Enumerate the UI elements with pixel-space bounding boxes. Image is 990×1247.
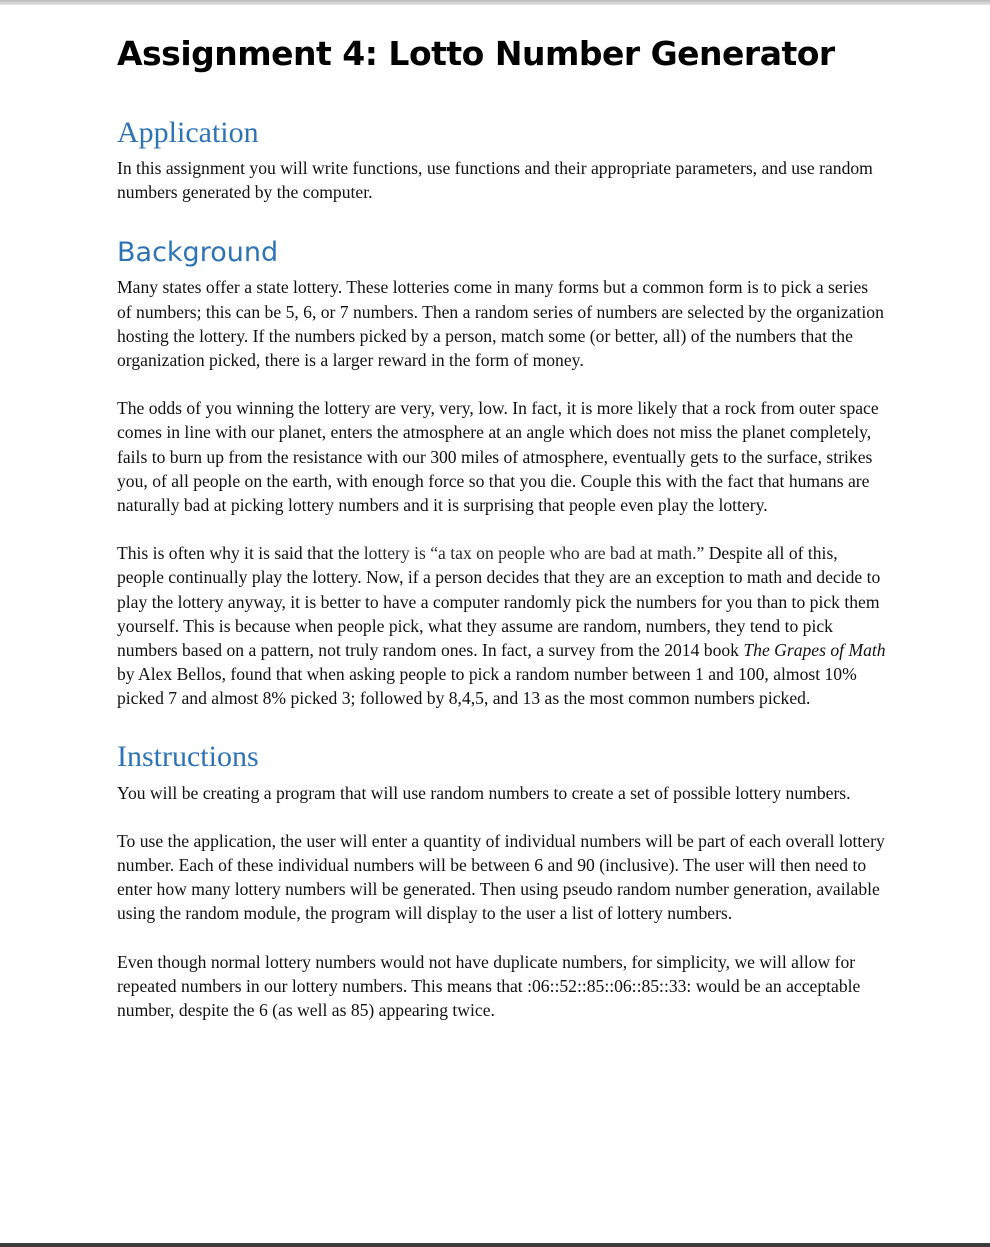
document-title: Assignment 4: Lotto Number Generator (117, 34, 835, 73)
document-page (117, 32, 887, 1022)
page-bottom-edge (0, 1243, 990, 1247)
background-paragraph-3-intro: This is often why it is said that the (117, 543, 364, 564)
background-paragraph-1: Many states offer a state lottery. These lotteries come in many forms but a common form is to pick a series of numbers; this can be 5, 6, or 7 numbers. Then a random series of numbers are selected by the organization hosting the lottery. If the numbers picked by a person, match some (or better, all) of the numbers that the organization picked, there is a larger reward in the form of money. (117, 277, 884, 371)
page-top-edge (0, 0, 990, 5)
tax-on-math-link[interactable]: lottery is “a tax on people who are bad at math.” (363, 543, 705, 564)
background-paragraph-3-middle: Despite all of this, people continually play the lottery. Now, if a person decides that they are an exception to math and decide to play the lottery anyway, it is better to have a computer randomly pick the numbers for you than to pick them yourself. This is because when people pick, what they assume are random, numbers, they tend to pick numbers based on a pattern, not truly random ones. In fact, a survey from the 2014 book (117, 543, 881, 661)
section-heading-application: Application (117, 116, 259, 149)
instructions-paragraph-3: Even though normal lottery numbers would not have duplicate numbers, for simplicity, we will allow for repeated numbers in our lottery numbers. This means that :06::52::85::06::85::33: would be an acceptable number, despite the 6 (as well as 85) appearing twice. (117, 951, 861, 1021)
section-heading-background: Background (117, 237, 279, 269)
instructions-paragraph-2: To use the application, the user will enter a quantity of individual numbers will be part of each overall lottery number. Each of these individual numbers will be between 6 and 90 (inclusive). The user will then need to enter how many lottery numbers will be generated. Then using pseudo random number generation, available using the random module, the program will display to the user a list of lottery numbers. (117, 830, 885, 924)
background-paragraph-3 (117, 541, 887, 710)
instructions-paragraph-1: You will be creating a program that will use random numbers to create a set of possible lottery numbers. (117, 782, 851, 803)
section-heading-instructions: Instructions (117, 739, 259, 773)
application-paragraph: In this assignment you will write functions, use functions and their appropriate parameters, and use random numbers generated by the computer. (117, 158, 873, 203)
background-paragraph-3-end: by Alex Bellos, found that when asking people to pick a random number between 1 and 100, almost 10% picked 7 and almost 8% picked 3; followed by 8,4,5, and 13 as the most common numbers picked. (117, 664, 857, 709)
book-title: The Grapes of Math (743, 640, 886, 661)
background-paragraph-2: The odds of you winning the lottery are very, very, low. In fact, it is more likely that a rock from outer space comes in line with our planet, enters the atmosphere at an angle which does not miss the planet completely, fails to burn up from the resistance with our 300 miles of atmosphere, eventually gets to the surface, strikes you, of all people on the earth, with enough force so that you die. Couple this with the fact that humans are naturally bad at picking lottery numbers and it is surprising that people even play the lottery. (117, 398, 879, 516)
